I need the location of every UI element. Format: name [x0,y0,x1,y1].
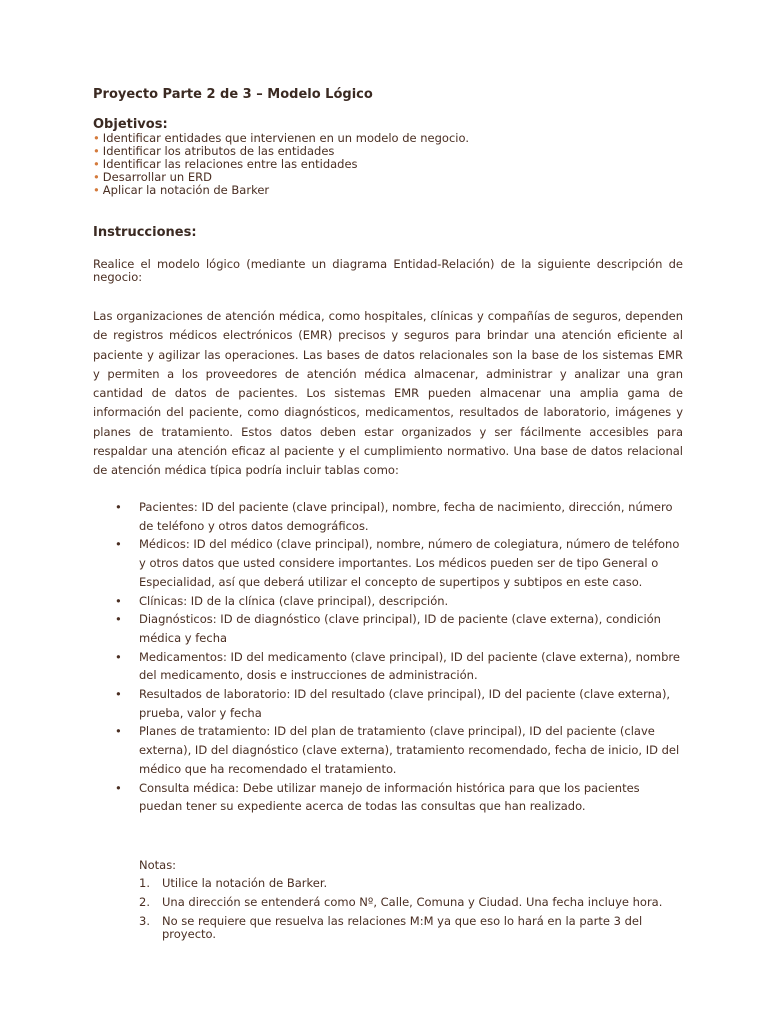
objectives-heading: Objetivos: [93,117,168,132]
bullet-icon: • [115,780,122,795]
table-item: • Clínicas: ID de la clínica (clave principal), descripción. [93,592,683,611]
bullet-icon: • [115,593,122,608]
bullet-icon: • [93,183,100,197]
bullet-icon: • [115,537,122,552]
table-item: • Médicos: ID del médico (clave principal), nombre, número de colegiatura, número de teléfono y otros datos que usted considere importantes. Los médicos pueden ser de tipo General o Especialidad, así que deberá utilizar el concepto de supertipos y subtipos en este caso. [115,537,680,589]
objective-item: • Desarrollar un ERD [93,170,212,184]
bullet-icon: • [115,612,122,627]
note-text: Una dirección se entenderá como Nº, Calle, Comuna y Ciudad. Una fecha incluye hora. [162,895,663,909]
notes-list [139,877,679,947]
objectives-list [93,132,469,197]
table-item: • Pacientes: ID del paciente (clave principal), nombre, fecha de nacimiento, dirección, número de teléfono y otros datos demográficos. [115,500,673,533]
bullet-icon: • [115,687,122,702]
note-item [139,915,679,941]
objective-item: • Identificar los atributos de las entidades [93,144,335,158]
bullet-icon: • [115,649,122,664]
note-item [139,896,679,909]
table-item: • Planes de tratamiento: ID del plan de tratamiento (clave principal), ID del paciente (clave externa), ID del diagnóstico (clave externa), tratamiento recomendado, fecha de inicio, ID del médico que ha recomendado el tratamiento. [115,724,680,776]
bullet-icon: • [93,157,100,171]
note-text: No se requiere que resuelva las relaciones M:M ya que eso lo hará en la parte 3 del proyecto. [162,914,643,941]
note-item [139,877,679,890]
table-item: • Resultados de laboratorio: ID del resultado (clave principal), ID del paciente (clave externa), prueba, valor y fecha [115,687,671,720]
note-number: 2. [139,895,150,909]
description-paragraph: Las organizaciones de atención médica, como hospitales, clínicas y compañías de seguros, dependen de registros médicos electrónicos (EMR) precisos y seguros para brindar una atención eficiente al paciente y agilizar las operaciones. Las bases de datos relacionales son la base de los sistemas EMR y permiten a los proveedores de atención médica almacenar, administrar y analizar una gran cantidad de datos de pacientes. Los sistemas EMR pueden almacenar una amplia gama de información del paciente, como diagnósticos, medicamentos, resultados de laboratorio, imágenes y planes de tratamiento. Estos datos deben estar organizados y ser fácilmente accesibles para respaldar una atención eficaz al paciente y el cumplimiento normativo. Una base de datos relacional de atención médica típica podría incluir tablas como: [93,309,683,478]
bullet-icon: • [93,144,100,158]
bullet-icon: • [93,131,100,145]
bullet-icon: • [115,724,122,739]
bullet-icon: • [93,170,100,184]
note-number: 3. [139,914,150,928]
table-item: • Consulta médica: Debe utilizar manejo de información histórica para que los pacientes puedan tener su expediente acerca de todas las consultas que han realizado. [115,780,640,814]
intro-paragraph: Realice el modelo lógico (mediante un diagrama Entidad-Relación) de la siguiente descripción de negocio: [93,257,683,284]
note-text: Utilice la notación de Barker. [162,876,328,890]
note-number: 1. [139,876,150,890]
document-title: Proyecto Parte 2 de 3 – Modelo Lógico [93,87,373,102]
bullet-icon: • [115,500,122,514]
document-page [93,86,683,941]
objective-item: • Aplicar la notación de Barker [93,183,270,197]
objective-item: • Identificar entidades que intervienen en un modelo de negocio. [93,131,469,145]
objective-item: • Identificar las relaciones entre las entidades [93,157,358,171]
table-item: • Diagnósticos: ID de diagnóstico (clave principal), ID de paciente (clave externa), condición médica y fecha [115,612,661,645]
table-item: • Medicamentos: ID del medicamento (clave principal), ID del paciente (clave externa), nombre del medicamento, dosis e instrucciones de administración. [115,649,680,683]
tables-list [93,498,683,816]
instructions-heading: Instrucciones: [93,225,197,240]
notes-heading: Notas: [139,858,177,872]
